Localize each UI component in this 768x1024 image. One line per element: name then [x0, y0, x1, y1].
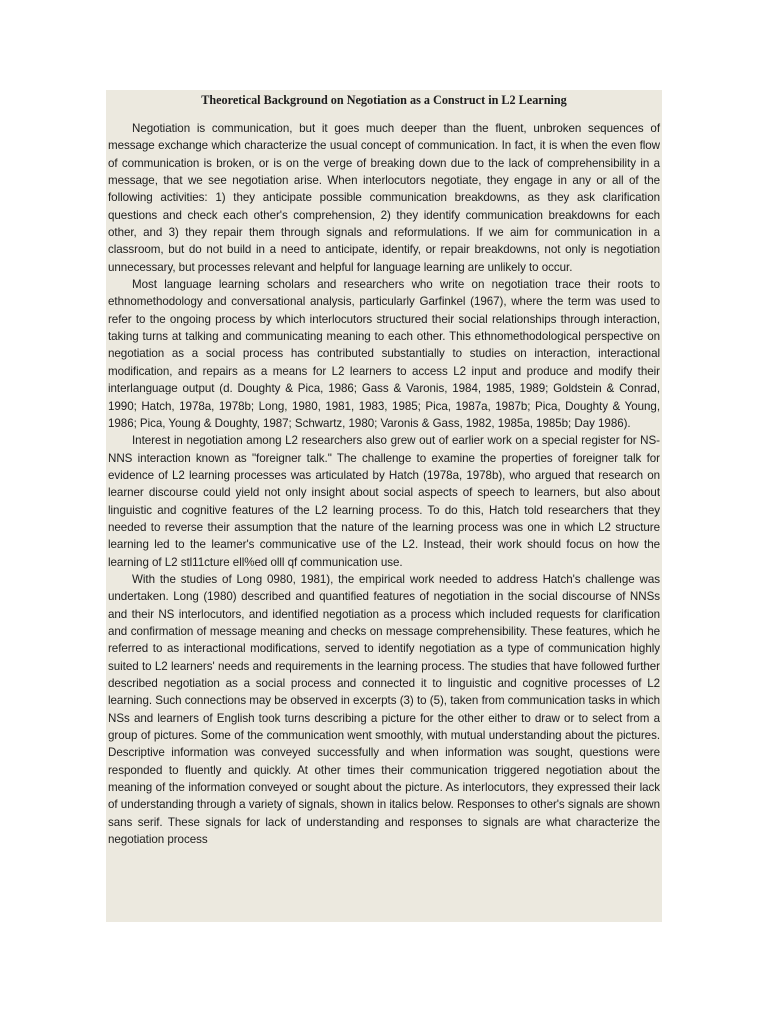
paragraph-4: With the studies of Long 0980, 1981), the empirical work needed to address Hatch's challenge was undertaken. Long (1980) described and quantified features of negotiation in the social discourse of NNSs and their NS interlocutors, and identified negotiation as a process which included requests for clarification and confirmation of message meaning and checks on message comprehensibility. These features, which he referred to as interactional modifications, served to identify negotiation as a type of communication highly suited to L2 learners' needs and requirements in the learning process. The studies that have followed further described negotiation as a social process and connected it to linguistic and cognitive processes of L2 learning. Such connections may be observed in excerpts (3) to (5), taken from communication tasks in which NSs and learners of English took turns describing a picture for the other either to draw or to select from a group of pictures. Some of the communication went smoothly, with mutual understanding about the pictures. Descriptive information was conveyed successfully and when information was sought, questions were responded to fluently and quickly. At other times their communication triggered negotiation about the meaning of the information conveyed or sought about the picture. As interlocutors, they expressed their lack of understanding through a variety of signals, shown in italics below. Responses to other's signals are shown sans serif. These signals for lack of understanding and responses to signals are what characterize the negotiation process: [108, 572, 660, 847]
paragraph-1: Negotiation is communication, but it goes much deeper than the fluent, unbroken sequences of message exchange which characterize the usual concept of communication. In fact, it is when the even flow of communication is broken, or is on the verge of breaking down due to the lack of comprehensibility in a message, that we see negotiation arise. When interlocutors negotiate, they engage in any or all of the following activities: 1) they anticipate possible communication breakdowns, as they ask clarification questions and check each other's comprehension, 2) they identify communication breakdowns for each other, and 3) they repair them through signals and reformulations. If we aim for communication in a classroom, but do not build in a need to anticipate, identify, or repair breakdowns, not only is negotiation unnecessary, but processes relevant and helpful for language learning are unlikely to occur.: [108, 122, 660, 274]
document-title: Theoretical Background on Negotiation as a Construct in L2 Learning: [201, 93, 567, 107]
paragraph-2: Most language learning scholars and researchers who write on negotiation trace their roots to ethnomethodology and conversational analysis, particularly Garfinkel (1967), where the term was used to refer to the ongoing process by which interlocutors structured their social relationships through interaction, taking turns at talking and communicating meaning to each other. This ethnomethodological perspective on negotiation as a social process has contributed substantially to studies on interaction, interactional modification, and repairs as a means for L2 learners to access L2 input and produce and modify their interlanguage output (d. Doughty & Pica, 1986; Gass & Varonis, 1984, 1985, 1989; Goldstein & Conrad, 1990; Hatch, 1978a, 1978b; Long, 1980, 1981, 1983, 1985; Pica, 1987a, 1987b; Pica, Doughty & Young, 1986; Pica, Young & Doughty, 1987; Schwartz, 1980; Varonis & Gass, 1982, 1985a, 1985b; Day 1986).: [108, 278, 660, 430]
scanned-document: [106, 90, 662, 922]
paragraph-3: Interest in negotiation among L2 researchers also grew out of earlier work on a special register for NS-NNS interaction known as "foreigner talk." The challenge to examine the properties of foreigner talk for evidence of L2 learning processes was articulated by Hatch (1978a, 1978b), who argued that research on learner discourse could yield not only insight about social aspects of speech to learners, but also about linguistic and cognitive features of the L2 learning process. To do this, Hatch told researchers that they needed to reverse their assumption that the nature of the learning process was one in which L2 structure learning led to the leamer's communicative use of the L2. Instead, their work should focus on how the learning of L2 stl11cture ell%ed olll qf communication use.: [108, 434, 660, 569]
